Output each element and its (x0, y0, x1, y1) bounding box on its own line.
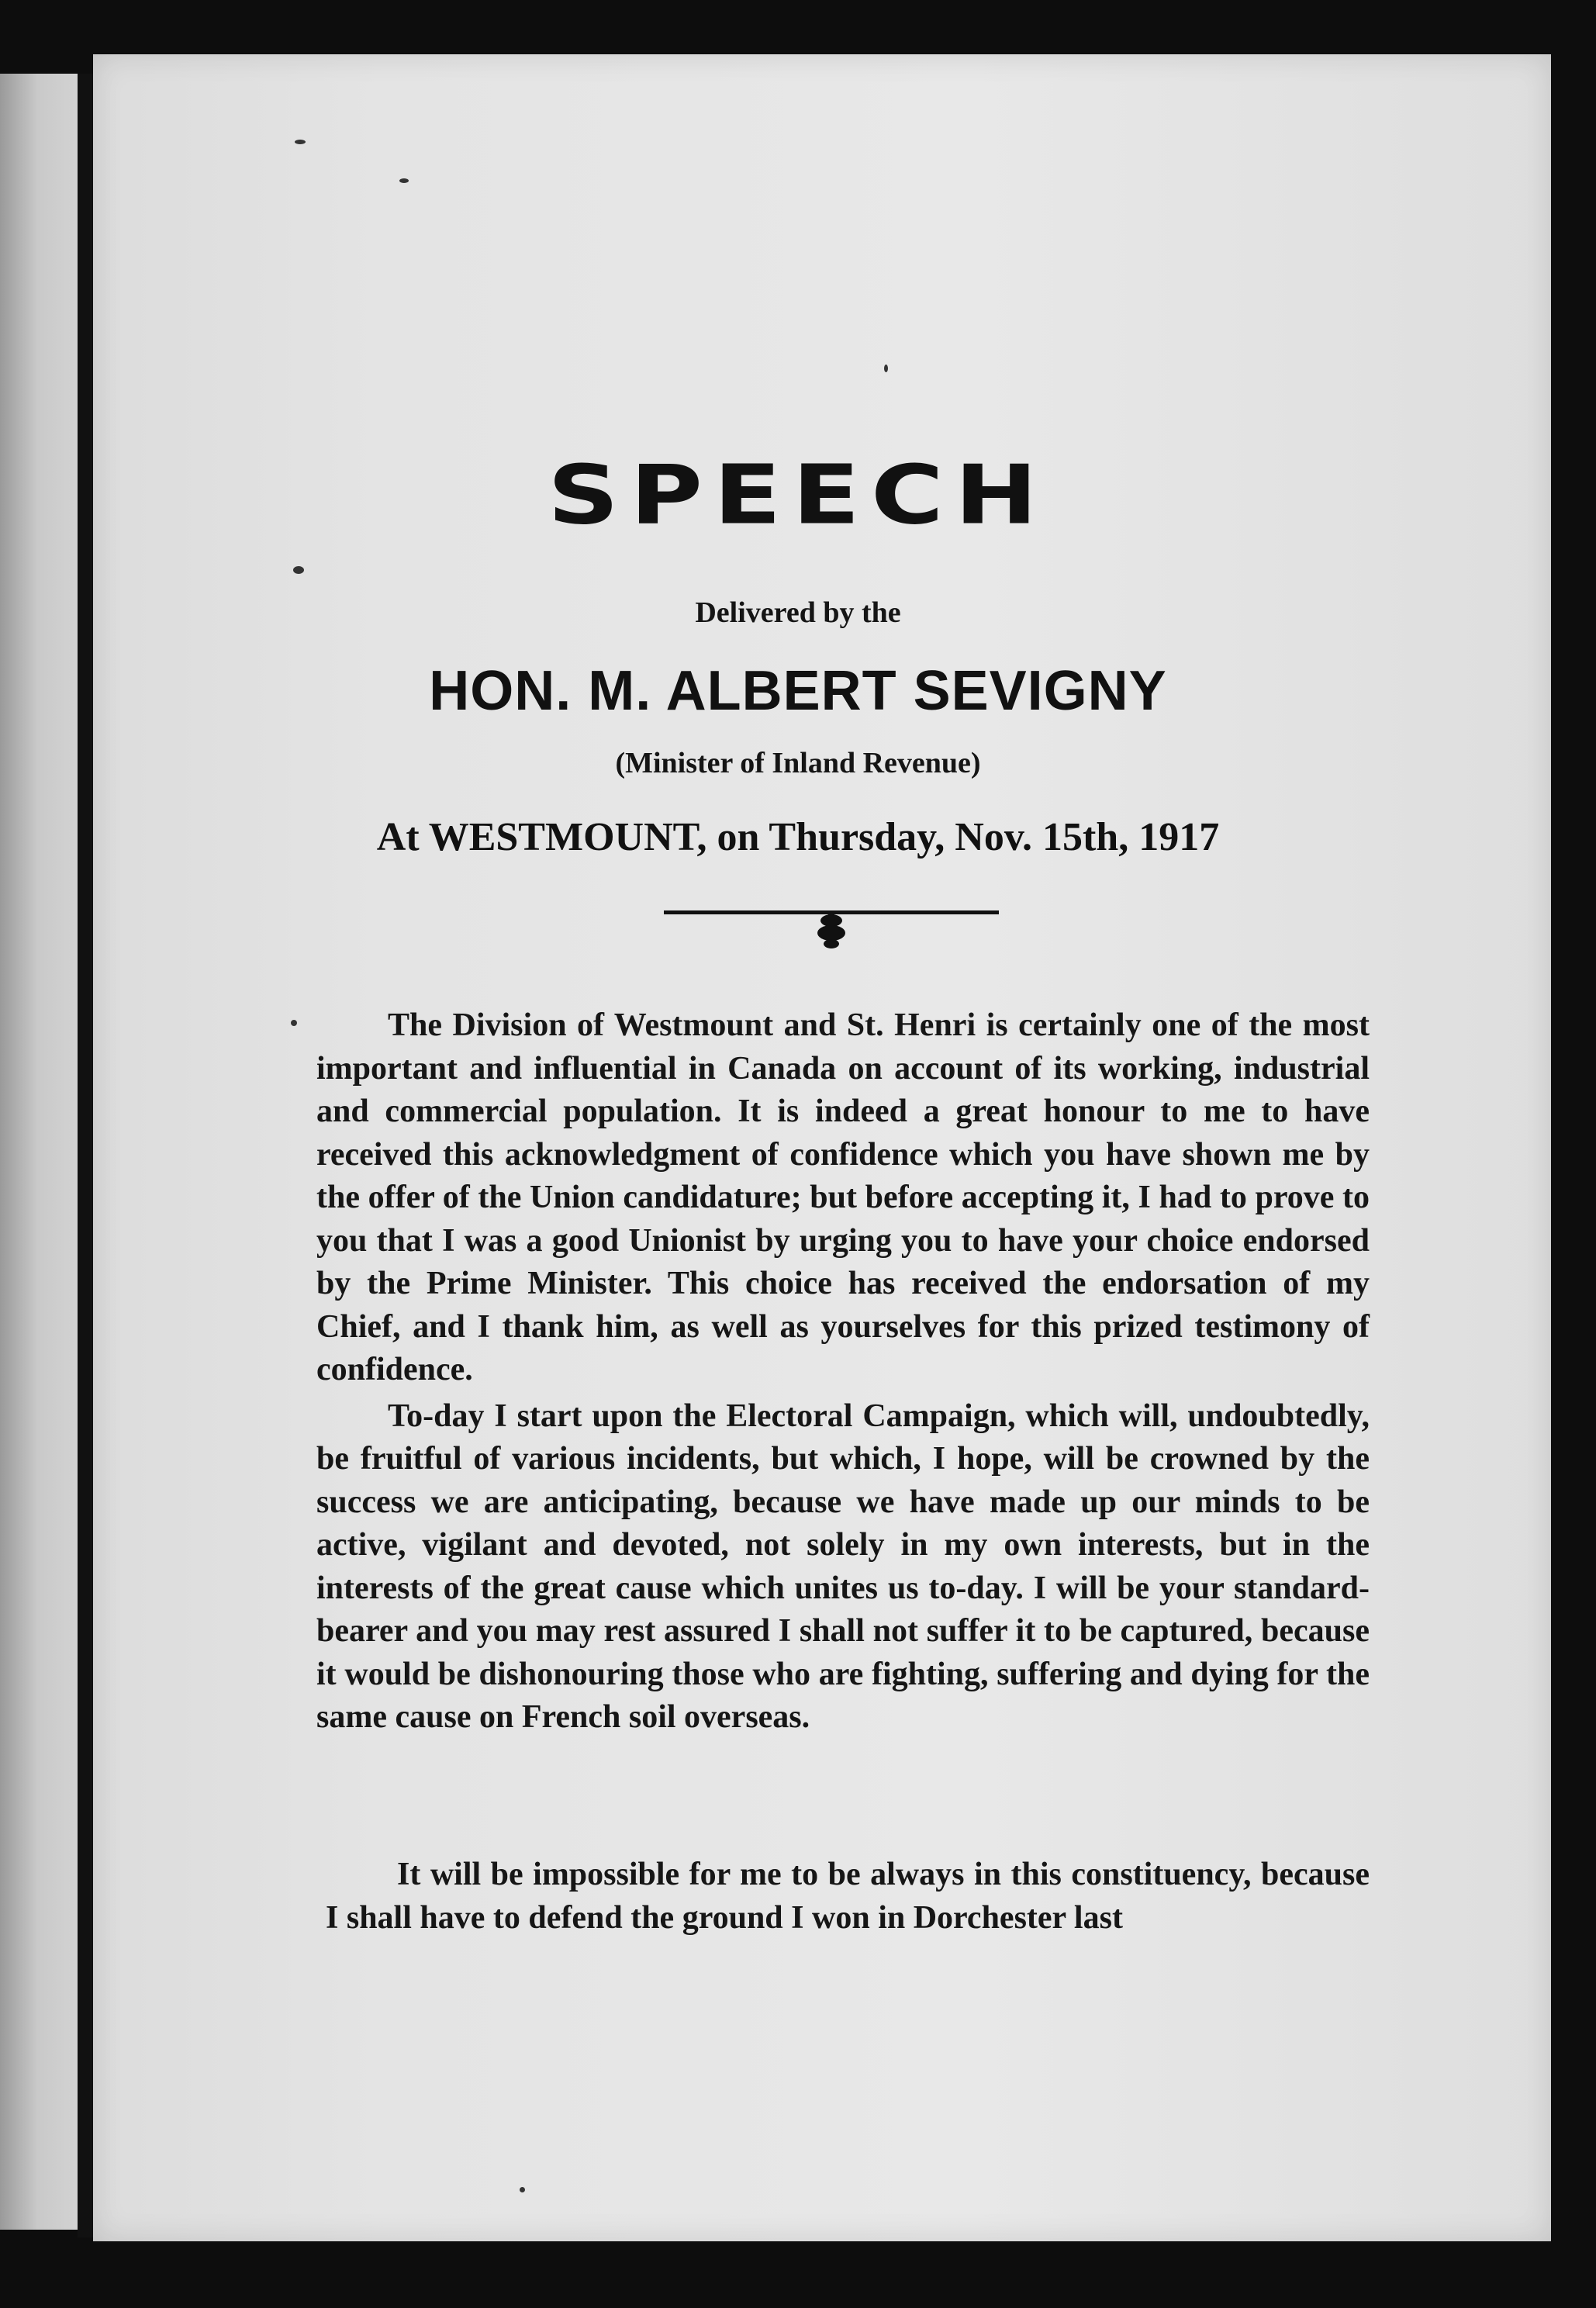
speech-body-continued (326, 1854, 1370, 1940)
speck (293, 566, 304, 574)
paragraph: It will be impossible for me to be always in this constituency, because I shall have to defend the ground I won in Dorchester last (326, 1857, 1370, 1936)
speck (291, 1020, 297, 1026)
speaker-office: (Minister of Inland Revenue) (615, 747, 981, 779)
ornamental-divider (664, 904, 999, 950)
speck (295, 140, 306, 144)
page-title: SPEECH (548, 447, 1048, 543)
delivered-by-line: Delivered by the (695, 596, 901, 629)
speaker-name: HON. M. ALBERT SEVIGNY (429, 660, 1167, 722)
speech-body (316, 1004, 1370, 1743)
speck (884, 365, 888, 372)
paragraph: The Division of Westmount and St. Henri is certainly one of the most important and influential in Canada on account of its working, industrial and commercial population. It is indeed a great honour to me to have received this acknowledgment of confidence which you have shown me by the offer of the Union candidature; but before accepting it, I had to prove to you that I was a good Unionist by urging you to have your choice endorsed by the Prime Minister. This choice has received the endorsation of my Chief, and I thank him, as well as yourselves for this prized testimony of confidence. (316, 1007, 1370, 1387)
speck (520, 2187, 525, 2192)
venue-date-line: At WESTMOUNT, on Thursday, Nov. 15th, 1917 (376, 815, 1220, 859)
speck (399, 178, 409, 183)
paragraph: To-day I start upon the Electoral Campaign, which will, undoubtedly, be fruitful of various incidents, but which, I hope, will be crowned by the success we are anticipating, because we have made up our minds to be active, vigilant and devoted, not solely in my own interests, but in the interests of the great cause which unites us to-day. I will be your standard-bearer and you may rest assured I shall not suffer it to be captured, because it would be dishonouring those who are fighting, suffering and dying for the same cause on French soil overseas. (316, 1398, 1370, 1735)
previous-page-edge (0, 74, 84, 2230)
